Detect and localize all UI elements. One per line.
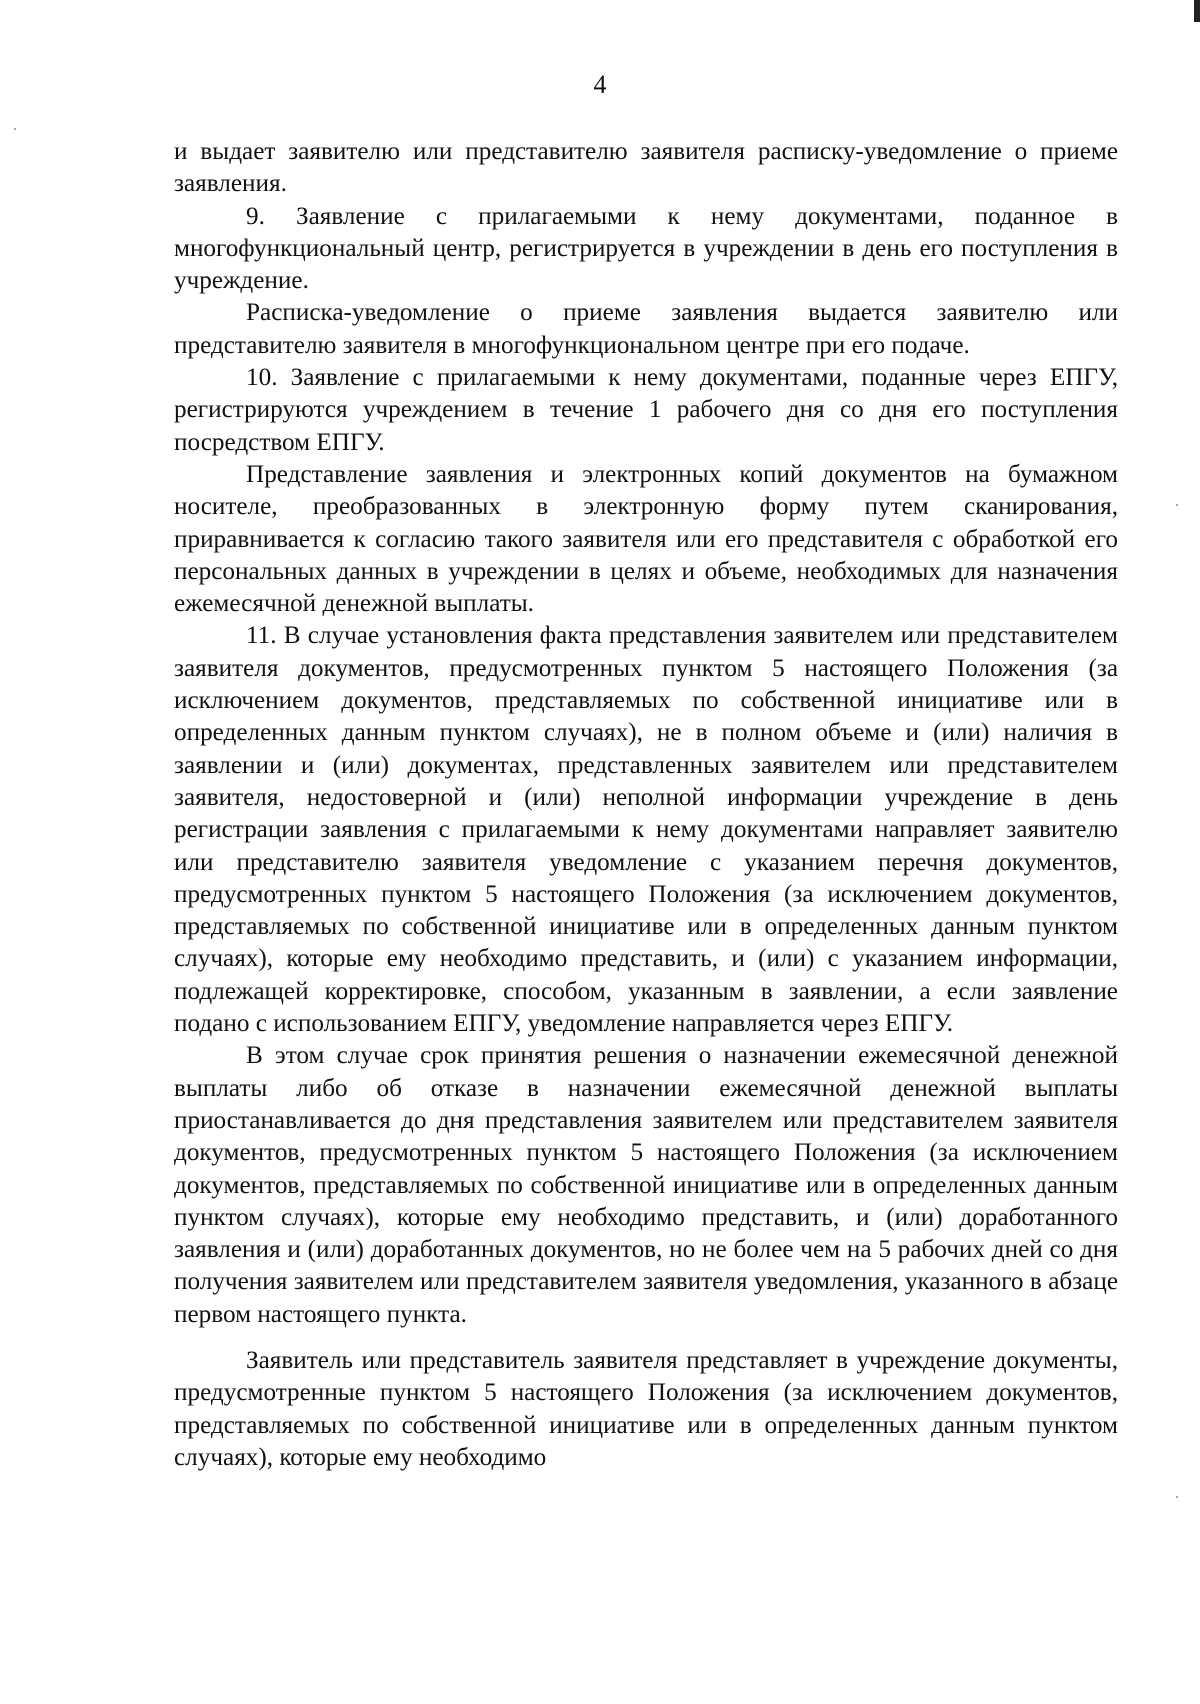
scan-speck	[14, 128, 16, 130]
paragraph-item-9: 9. Заявление с прилагаемыми к нему документами, поданное в многофункциональный центр, регистрируется в учреждении в день его поступления в учреждение.	[174, 202, 1118, 295]
scan-speck	[1176, 504, 1178, 506]
document-body	[174, 136, 1118, 1474]
paragraph-consent: Представление заявления и электронных копий документов на бумажном носителе, преобразованных в электронную форму путем сканирования, приравнивается к согласию такого заявителя или его представителя с обработкой его персональных данных в учреждении в целях и объеме, необходимых для назначения ежемесячной денежной выплаты.	[174, 460, 1118, 618]
page-number: 4	[593, 70, 607, 99]
paragraph-submission: Заявитель или представитель заявителя представляет в учреждение документы, предусмотренные пунктом 5 настоящего Положения (за исключением документов, представляемых по собственной инициативе или в определенных данным пунктом случаях), которые ему необходимо	[174, 1346, 1118, 1471]
scan-edge-mark	[1194, 0, 1200, 22]
scan-speck	[1176, 1496, 1178, 1498]
paragraph-receipt-notice: Расписка-уведомление о приеме заявления выдается заявителю или представителю заявителя в многофункциональном центре при его подаче.	[174, 299, 1118, 359]
paragraph-item-11: 11. В случае установления факта представления заявителем или представителем заявителя документов, предусмотренных пунктом 5 настоящего Положения (за исключением документов, представляемых по собственной инициативе или в определенных данным пунктом случаях), не в полном объеме и (или) наличия в заявлении и (или) документах, представленных заявителем или представителем заявителя, недостоверной и (или) неполной информации учреждение в день регистрации заявления с прилагаемыми к нему документами направляет заявителю или представителю заявителя уведомление с указанием перечня документов, предусмотренных пунктом 5 настоящего Положения (за исключением документов, представляемых по собственной инициативе или в определенных данным пунктом случаях), которые ему необходимо представить, и (или) с указанием информации, подлежащей корректировке, способом, указанным в заявлении, а если заявление подано с использованием ЕПГУ, уведомление направляется через ЕПГУ.	[174, 622, 1118, 1038]
paragraph-suspension: В этом случае срок принятия решения о назначении ежемесячной денежной выплаты либо об отказе в назначении ежемесячной денежной выплаты приостанавливается до дня представления заявителем или представителем заявителя документов, предусмотренных пунктом 5 настоящего Положения (за исключением документов, представляемых по собственной инициативе или в определенных данным пунктом случаях), которые ему необходимо представить, и (или) доработанного заявления и (или) доработанных документов, но не более чем на 5 рабочих дней со дня получения заявителем или представителем заявителя уведомления, указанного в абзаце первом настоящего пункта.	[174, 1042, 1118, 1328]
paragraph-continuation: и выдает заявителю или представителю заявителя расписку-уведомление о приеме заявления.	[174, 138, 1118, 198]
paragraph-item-10: 10. Заявление с прилагаемыми к нему документами, поданные через ЕПГУ, регистрируются учреждением в течение 1 рабочего дня со дня его поступления посредством ЕПГУ.	[174, 364, 1118, 456]
